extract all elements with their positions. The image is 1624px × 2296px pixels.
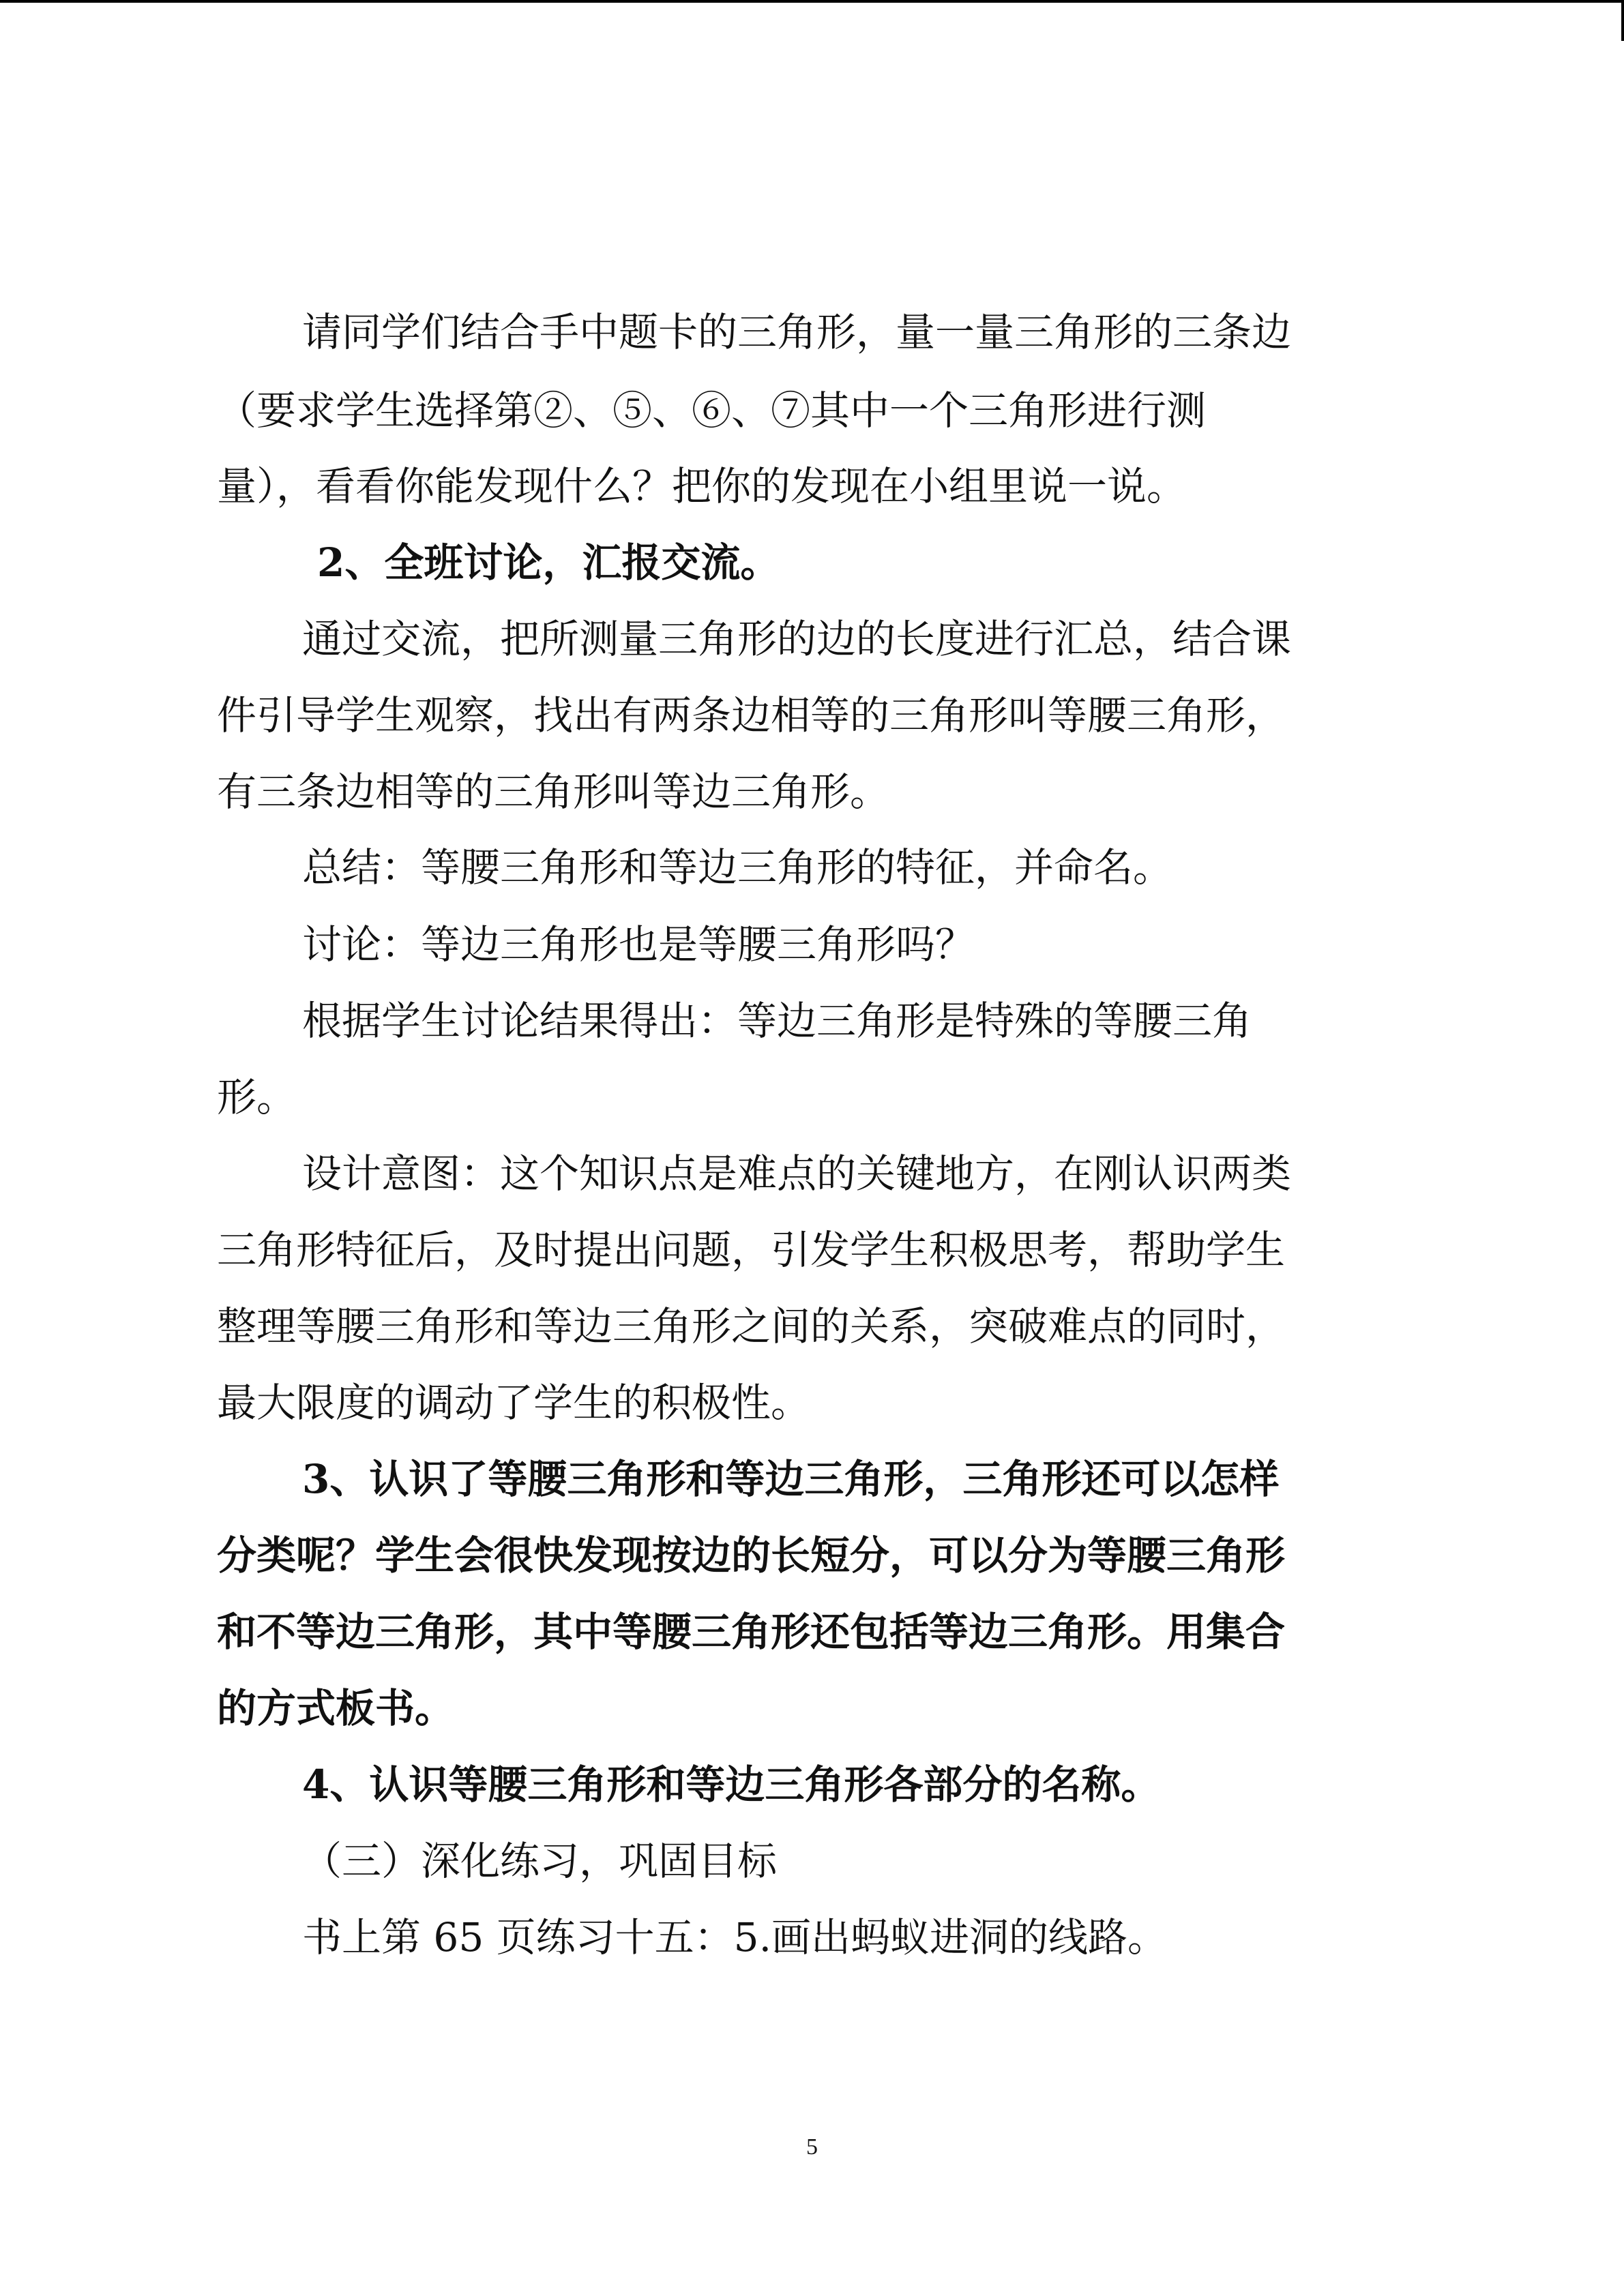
paragraph-line: 整理等腰三角形和等边三角形之间的关系，突破难点的同时，: [217, 1303, 1286, 1350]
right-border-rule: [1621, 0, 1624, 41]
paragraph-line: 设计意图：这个知识点是难点的关键地方，在刚认识两类: [302, 1150, 1292, 1197]
paragraph-line: （要求学生选择第②、⑤、⑥、⑦其中一个三角形进行测: [217, 387, 1207, 434]
paragraph-line: 讨论：等边三角形也是等腰三角形吗？: [302, 921, 975, 968]
page-number: 5: [806, 2134, 818, 2160]
paragraph-line: 根据学生讨论结果得出：等边三角形是特殊的等腰三角: [302, 998, 1252, 1044]
section-title: （三）深化练习，巩固目标: [302, 1838, 778, 1884]
paragraph-line: 最大限度的调动了学生的积极性。: [217, 1380, 811, 1426]
paragraph-line: 件引导学生观察，找出有两条边相等的三角形叫等腰三角形，: [217, 692, 1286, 739]
paragraph-line: 形。: [217, 1074, 297, 1120]
paragraph-line: 分类呢？学生会很快发现按边的长短分，可以分为等腰三角形: [217, 1532, 1286, 1579]
paragraph-line: 请同学们结合手中题卡的三角形，量一量三角形的三条边: [302, 309, 1292, 355]
paragraph-line: 通过交流，把所测量三角形的边的长度进行汇总，结合课: [302, 616, 1292, 662]
paragraph-line: 和不等边三角形，其中等腰三角形还包括等边三角形。用集合: [217, 1609, 1286, 1655]
paragraph-line: 有三条边相等的三角形叫等边三角形。: [217, 769, 890, 815]
section-heading: 4、认识等腰三角形和等边三角形各部分的名称。: [302, 1761, 1161, 1808]
top-border-rule: [0, 0, 1624, 3]
paragraph-line: 的方式板书。: [217, 1685, 455, 1731]
paragraph-line: 三角形特征后，及时提出问题，引发学生积极思考，帮助学生: [217, 1227, 1286, 1273]
paragraph-line: 总结：等腰三角形和等边三角形的特征，并命名。: [302, 844, 1173, 891]
section-heading: 2、全班讨论，汇报交流。: [317, 539, 780, 586]
paragraph-line: 书上第 65 页练习十五：5.画出蚂蚁进洞的线路。: [302, 1914, 1168, 1960]
paragraph-line: 量），看看你能发现什么？把你的发现在小组里说一说。: [217, 463, 1187, 509]
section-heading: 3、认识了等腰三角形和等边三角形，三角形还可以怎样: [302, 1456, 1280, 1502]
